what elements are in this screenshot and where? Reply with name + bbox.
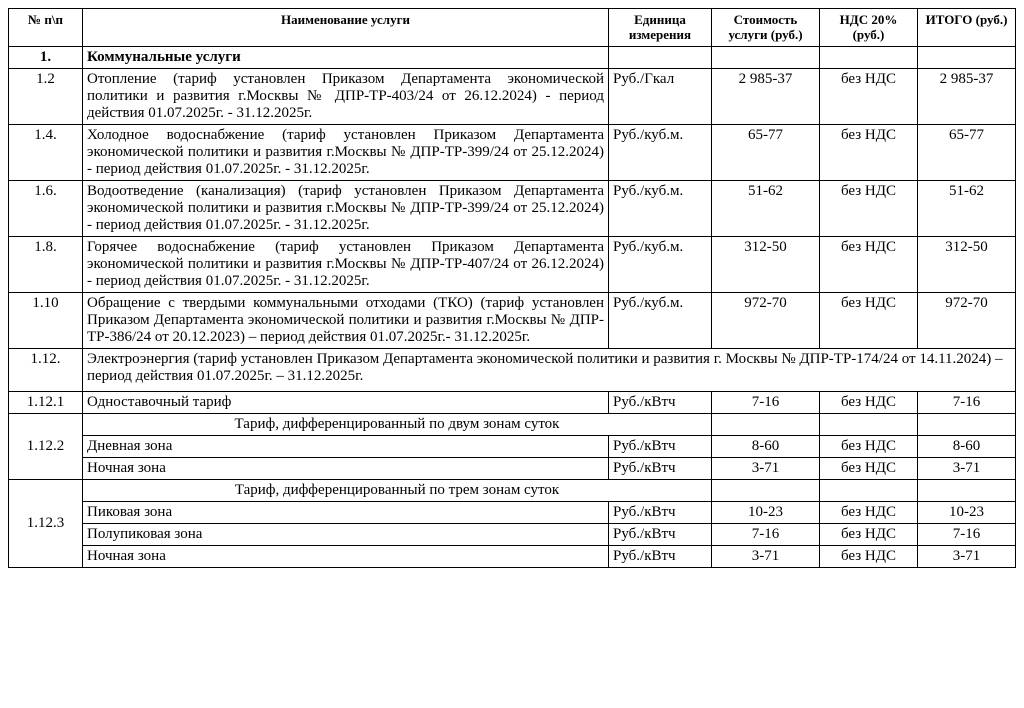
row-unit: Руб./Гкал	[609, 69, 712, 125]
electricity-num: 1.12.	[9, 349, 83, 392]
row-num: 1.10	[9, 293, 83, 349]
three-zone-title-row	[9, 480, 1016, 502]
row-service-name: Горячее водоснабжение (тариф установлен Приказом Департамента экономической политики и развития г.Москвы № ДПР-ТР-407/24 от 26.12.2024) - период действия 01.07.2025г. - 31.12.2025г.	[83, 237, 609, 293]
row-num: 1.8.	[9, 237, 83, 293]
row-total: 65-77	[918, 125, 1016, 181]
table-row	[9, 546, 1016, 568]
two-zone-title-row	[9, 414, 1016, 436]
zone-name: Ночная зона	[83, 458, 609, 480]
electricity-name: Электроэнергия (тариф установлен Приказом Департамента экономической политики и развития г. Москвы № ДПР-ТР-174/24 от 14.11.2024) – период действия 01.07.2025г. – 31.12.2025г.	[83, 349, 1016, 392]
table-row	[9, 125, 1016, 181]
table-row	[9, 237, 1016, 293]
row-total: 312-50	[918, 237, 1016, 293]
header-cost: Стоимость услуги (руб.)	[712, 9, 820, 47]
header-service-name: Наименование услуги	[83, 9, 609, 47]
zone-vat: без НДС	[820, 436, 918, 458]
row-cost: 312-50	[712, 237, 820, 293]
table-row	[9, 69, 1016, 125]
zone-vat: без НДС	[820, 546, 918, 568]
zone-name: Ночная зона	[83, 546, 609, 568]
zone-unit: Руб./кВтч	[609, 436, 712, 458]
single-rate-vat: без НДС	[820, 392, 918, 414]
row-vat: без НДС	[820, 181, 918, 237]
section-row	[9, 47, 1016, 69]
row-total: 972-70	[918, 293, 1016, 349]
table-row	[9, 524, 1016, 546]
row-cost: 2 985-37	[712, 69, 820, 125]
zone-vat: без НДС	[820, 458, 918, 480]
section-title: Коммунальные услуги	[83, 47, 609, 69]
two-zone-num: 1.12.2	[9, 414, 83, 480]
row-cost: 51-62	[712, 181, 820, 237]
zone-cost: 10-23	[712, 502, 820, 524]
zone-cost: 7-16	[712, 524, 820, 546]
zone-total: 10-23	[918, 502, 1016, 524]
zone-unit: Руб./кВтч	[609, 546, 712, 568]
row-unit: Руб./куб.м.	[609, 181, 712, 237]
zone-name: Полупиковая зона	[83, 524, 609, 546]
three-zone-title: Тариф, дифференцированный по трем зонам суток	[83, 480, 712, 502]
zone-cost: 3-71	[712, 546, 820, 568]
zone-total: 3-71	[918, 546, 1016, 568]
three-zone-num: 1.12.3	[9, 480, 83, 568]
zone-vat: без НДС	[820, 524, 918, 546]
row-total: 51-62	[918, 181, 1016, 237]
row-vat: без НДС	[820, 69, 918, 125]
row-vat: без НДС	[820, 237, 918, 293]
row-unit: Руб./куб.м.	[609, 125, 712, 181]
electricity-row	[9, 349, 1016, 392]
row-vat: без НДС	[820, 125, 918, 181]
section-num: 1.	[9, 47, 83, 69]
single-rate-unit: Руб./кВтч	[609, 392, 712, 414]
row-unit: Руб./куб.м.	[609, 293, 712, 349]
row-vat: без НДС	[820, 293, 918, 349]
zone-cost: 3-71	[712, 458, 820, 480]
header-unit: Единица измерения	[609, 9, 712, 47]
zone-name: Дневная зона	[83, 436, 609, 458]
row-service-name: Водоотведение (канализация) (тариф установлен Приказом Департамента экономической политики и развития г.Москвы № ДПР-ТР-399/24 от 25.12.2024) - период действия 01.07.2025г. - 31.12.2025г.	[83, 181, 609, 237]
zone-unit: Руб./кВтч	[609, 524, 712, 546]
zone-total: 8-60	[918, 436, 1016, 458]
row-num: 1.2	[9, 69, 83, 125]
table-row	[9, 458, 1016, 480]
single-rate-total: 7-16	[918, 392, 1016, 414]
row-unit: Руб./куб.м.	[609, 237, 712, 293]
zone-name: Пиковая зона	[83, 502, 609, 524]
zone-cost: 8-60	[712, 436, 820, 458]
single-rate-cost: 7-16	[712, 392, 820, 414]
table-row	[9, 181, 1016, 237]
tariff-table	[8, 8, 1016, 568]
header-vat: НДС 20% (руб.)	[820, 9, 918, 47]
row-num: 1.6.	[9, 181, 83, 237]
zone-total: 3-71	[918, 458, 1016, 480]
row-total: 2 985-37	[918, 69, 1016, 125]
zone-unit: Руб./кВтч	[609, 458, 712, 480]
row-service-name: Холодное водоснабжение (тариф установлен Приказом Департамента экономической политики и развития г.Москвы № ДПР-ТР-399/24 от 25.12.2024) - период действия 01.07.2025г. - 31.12.2025г.	[83, 125, 609, 181]
zone-total: 7-16	[918, 524, 1016, 546]
row-num: 1.4.	[9, 125, 83, 181]
table-row	[9, 436, 1016, 458]
single-rate-num: 1.12.1	[9, 392, 83, 414]
row-cost: 65-77	[712, 125, 820, 181]
row-service-name: Отопление (тариф установлен Приказом Департамента экономической политики и развития г.Москвы № ДПР-ТР-403/24 от 26.12.2024) - период действия 01.07.2025г. - 31.12.2025г.	[83, 69, 609, 125]
zone-vat: без НДС	[820, 502, 918, 524]
table-row	[9, 502, 1016, 524]
row-cost: 972-70	[712, 293, 820, 349]
zone-unit: Руб./кВтч	[609, 502, 712, 524]
header-num: № п\п	[9, 9, 83, 47]
table-row	[9, 293, 1016, 349]
row-service-name: Обращение с твердыми коммунальными отходами (ТКО) (тариф установлен Приказом Департамента экономической политики и развития г.Москвы № ДПР-ТР-386/24 от 20.12.2023) – период действия 01.07.2025г.- 31.12.2025г.	[83, 293, 609, 349]
header-total: ИТОГО (руб.)	[918, 9, 1016, 47]
two-zone-title: Тариф, дифференцированный по двум зонам суток	[83, 414, 712, 436]
table-header-row	[9, 9, 1016, 47]
single-rate-row	[9, 392, 1016, 414]
single-rate-name: Одноставочный тариф	[83, 392, 609, 414]
